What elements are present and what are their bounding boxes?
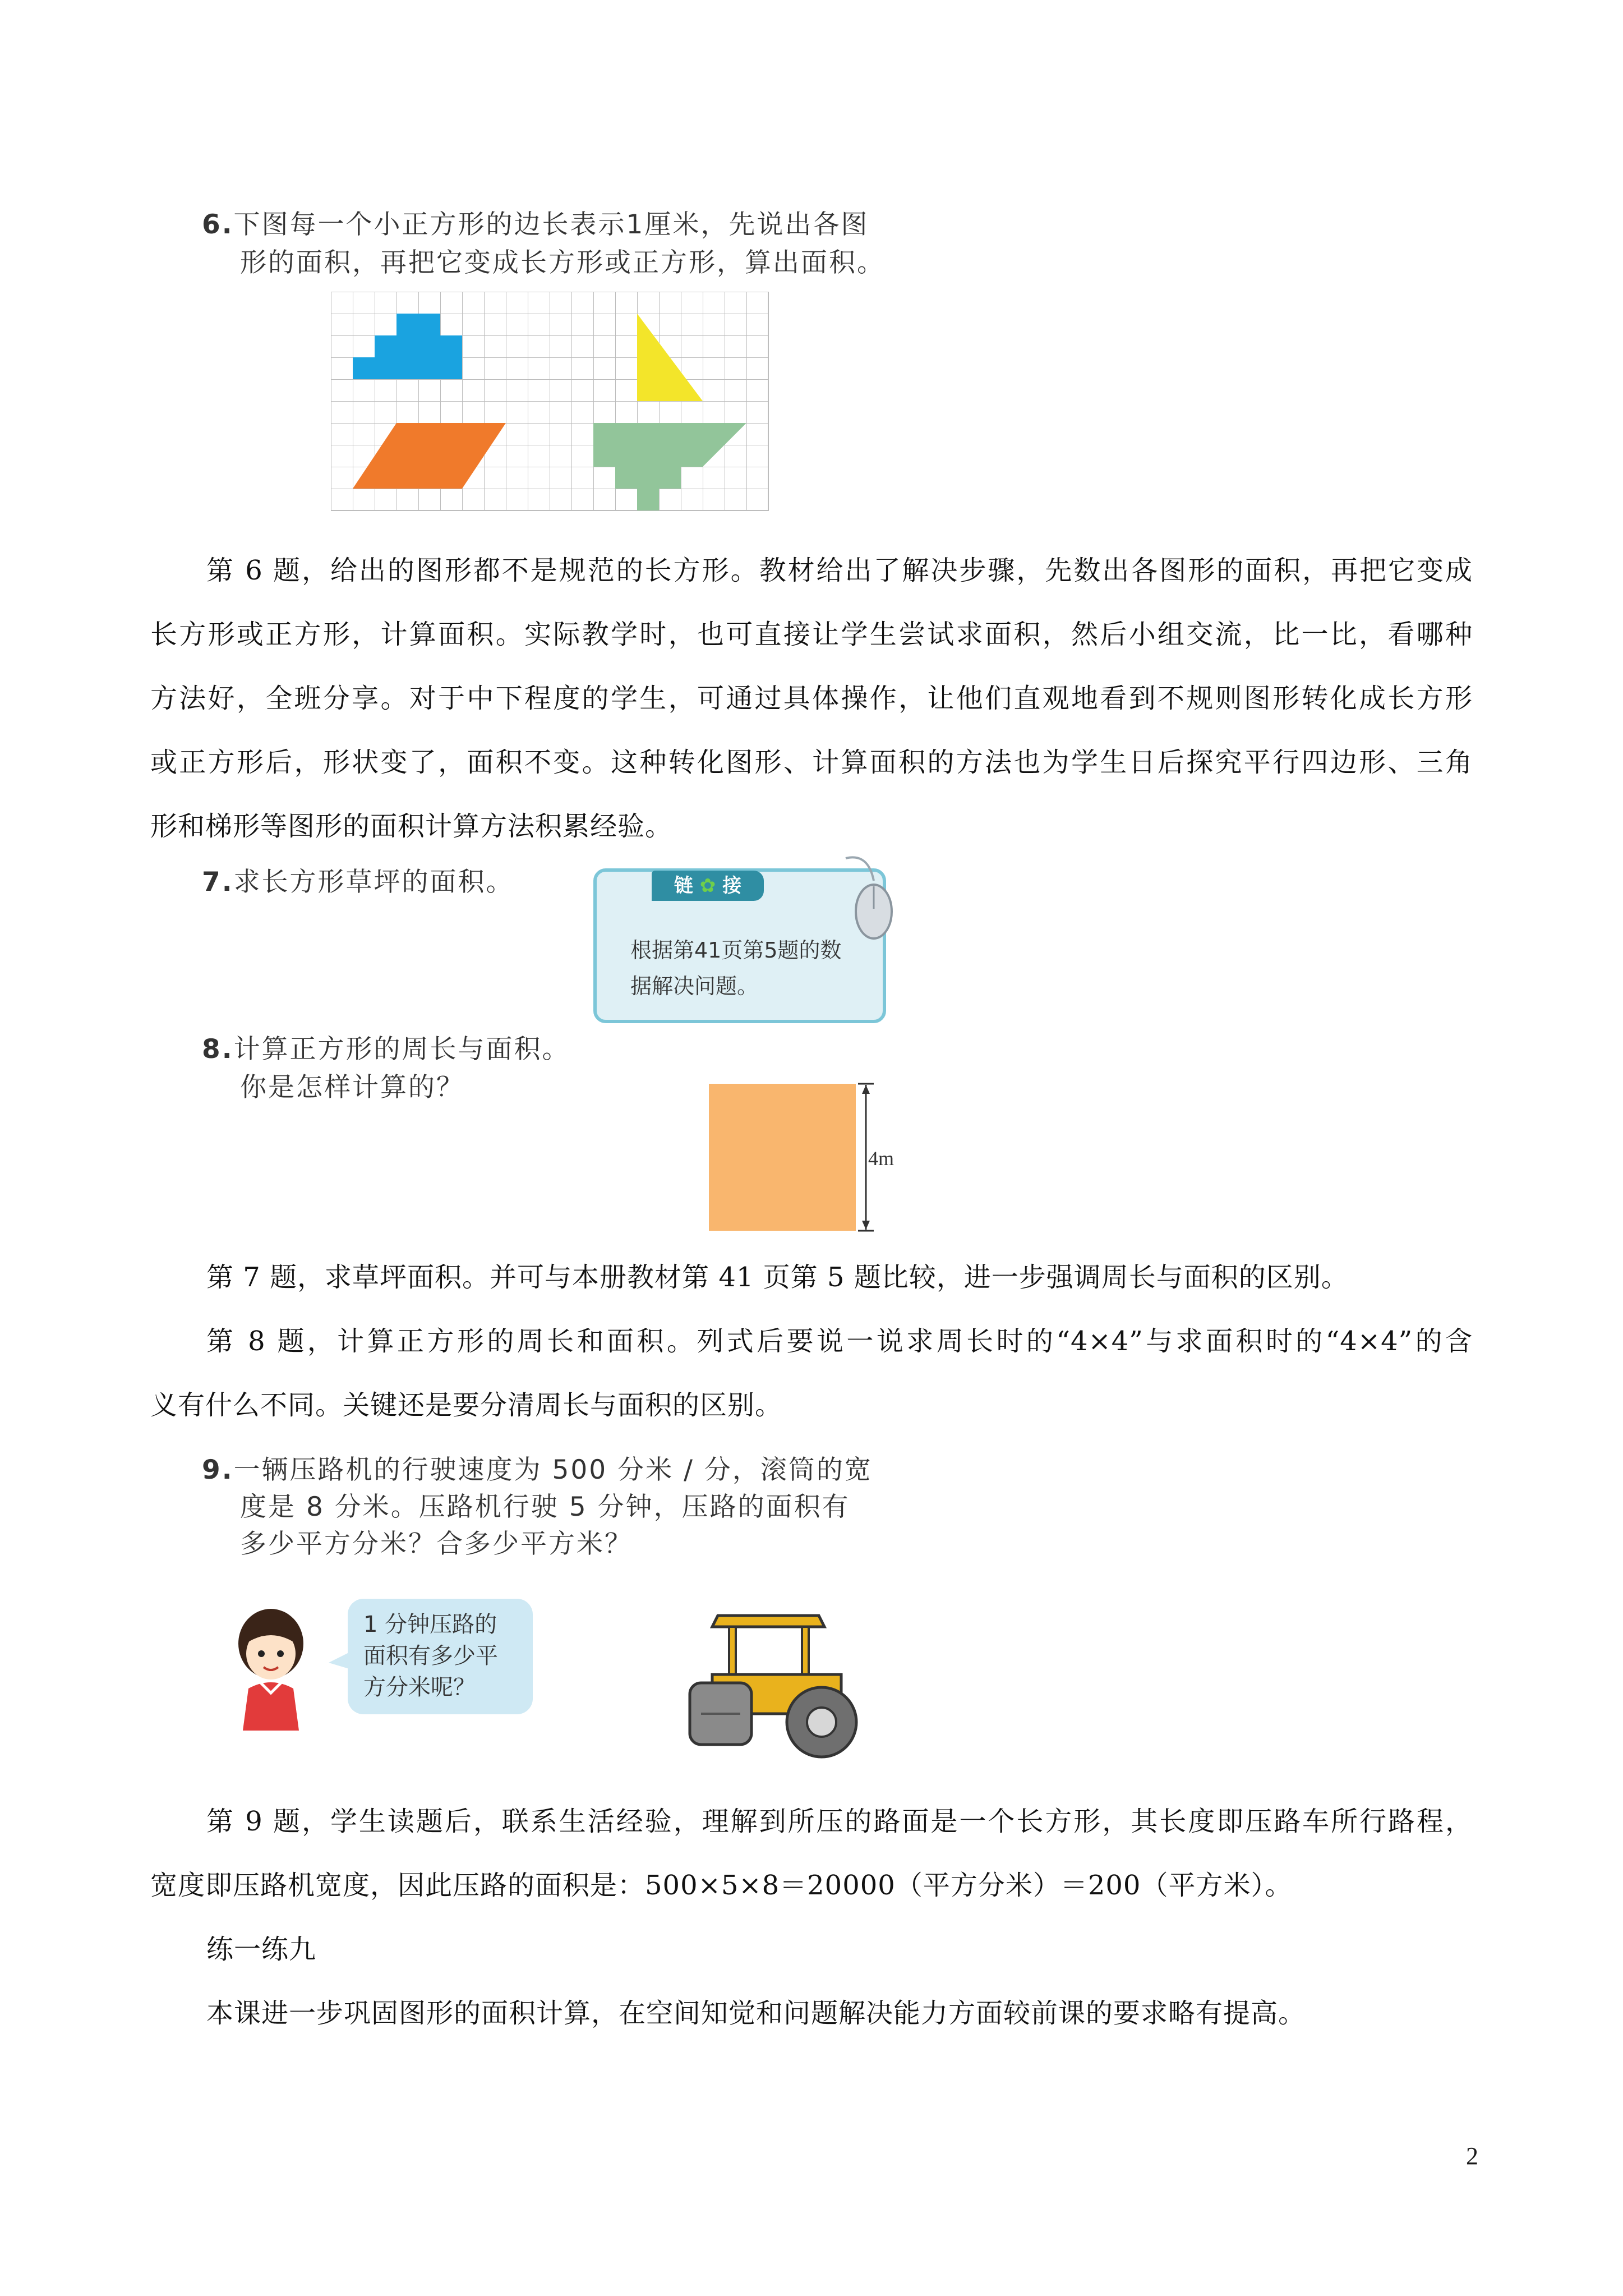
- q9-line2: 度是 8 分米。压路机行驶 5 分钟，压路的面积有: [240, 1492, 850, 1522]
- q7-number: 7.: [202, 867, 234, 898]
- link-tab-char1: 链: [674, 875, 693, 897]
- link-box-line1: 根据第41页第5题的数: [630, 938, 842, 963]
- girl-illustration: [229, 1604, 313, 1733]
- para9-line: 宽度即压路机宽度，因此压路的面积是：500×5×8＝20000（平方分米）＝200（平方米）。: [150, 1870, 1293, 1901]
- q6-grid-figure: [331, 292, 780, 516]
- para6-line: 形和梯形等图形的面积计算方法积累经验。: [150, 811, 673, 842]
- para6-line: 方法好，全班分享。对于中下程度的学生，可通过具体操作，让他们直观地看到不规则图形转化成长方形: [150, 683, 1473, 714]
- section-title: 练一练九: [206, 1934, 317, 1965]
- q6-line1: [202, 206, 869, 243]
- q6-number: 6.: [202, 209, 234, 240]
- para9-line: 第 9 题，学生读题后，联系生活经验，理解到所压的路面是一个长方形，其长度即压路车所行路程，: [206, 1806, 1473, 1837]
- q8-line2: 你是怎样计算的？: [240, 1072, 464, 1103]
- link-tab: [652, 871, 764, 901]
- q7-line: [202, 864, 514, 901]
- bubble-line1: 1 分钟压路的: [363, 1612, 497, 1637]
- para6-line: 长方形或正方形，计算面积。实际教学时，也可直接让学生尝试求面积，然后小组交流，比一比，看哪种: [150, 619, 1473, 650]
- q8-text-line1: 计算正方形的周长与面积。: [233, 1034, 570, 1065]
- para6-line: 或正方形后，形状变了，面积不变。这种转化图形、计算面积的方法也为学生日后探究平行四边形、三角: [150, 747, 1473, 778]
- q7-text: 求长方形草坪的面积。: [233, 867, 514, 898]
- page-number: 2: [1466, 2142, 1478, 2170]
- bubble-line3: 方分米呢？: [363, 1674, 476, 1700]
- section-paragraph: 本课进一步巩固图形的面积计算，在空间知觉和问题解决能力方面较前课的要求略有提高。: [206, 1998, 1306, 2029]
- para8: [150, 1309, 1473, 1437]
- speech-bubble: [348, 1599, 533, 1714]
- bubble-tail: [329, 1649, 351, 1672]
- orange-square: [709, 1084, 856, 1231]
- para8-line: 义有什么不同。关键还是要分清周长与面积的区别。: [150, 1389, 783, 1421]
- q9-text-line1: 一辆压路机的行驶速度为 500 分米 / 分，滚筒的宽: [233, 1455, 873, 1485]
- leaf-icon: ✿: [699, 875, 716, 897]
- para9: [150, 1789, 1473, 1917]
- road-roller-illustration: [679, 1599, 869, 1761]
- link-tab-char2: 接: [722, 875, 742, 897]
- para6: [150, 539, 1473, 858]
- speech-bubble-text: [363, 1609, 498, 1703]
- para7: 第 7 题，求草坪面积。并可与本册教材第 41 页第 5 题比较，进一步强调周长与面积的区别。: [206, 1262, 1349, 1293]
- q6-text-line1: 下图每一个小正方形的边长表示1厘米，先说出各图: [233, 209, 869, 240]
- mouse-icon: [834, 853, 896, 954]
- q9-line3: 多少平方分米？合多少平方米？: [240, 1529, 633, 1559]
- square-side-label: 4m: [867, 1144, 895, 1172]
- bubble-line2: 面积有多少平: [363, 1643, 498, 1669]
- para8-line: 第 8 题，计算正方形的周长和面积。列式后要说一说求周长时的“4×4”与求面积时的“4×4”的含: [206, 1326, 1473, 1357]
- link-box-line2: 据解决问题。: [630, 974, 759, 999]
- q8-line1: [202, 1031, 570, 1068]
- para6-line: 第 6 题，给出的图形都不是规范的长方形。教材给出了解决步骤，先数出各图形的面积，再把它变成: [206, 555, 1473, 586]
- link-box-text: [630, 932, 842, 1004]
- q6-line2: 形的面积，再把它变成长方形或正方形，算出面积。: [240, 247, 885, 278]
- q9-line1: [202, 1452, 873, 1489]
- q8-number: 8.: [202, 1034, 234, 1065]
- q9-number: 9.: [202, 1455, 234, 1485]
